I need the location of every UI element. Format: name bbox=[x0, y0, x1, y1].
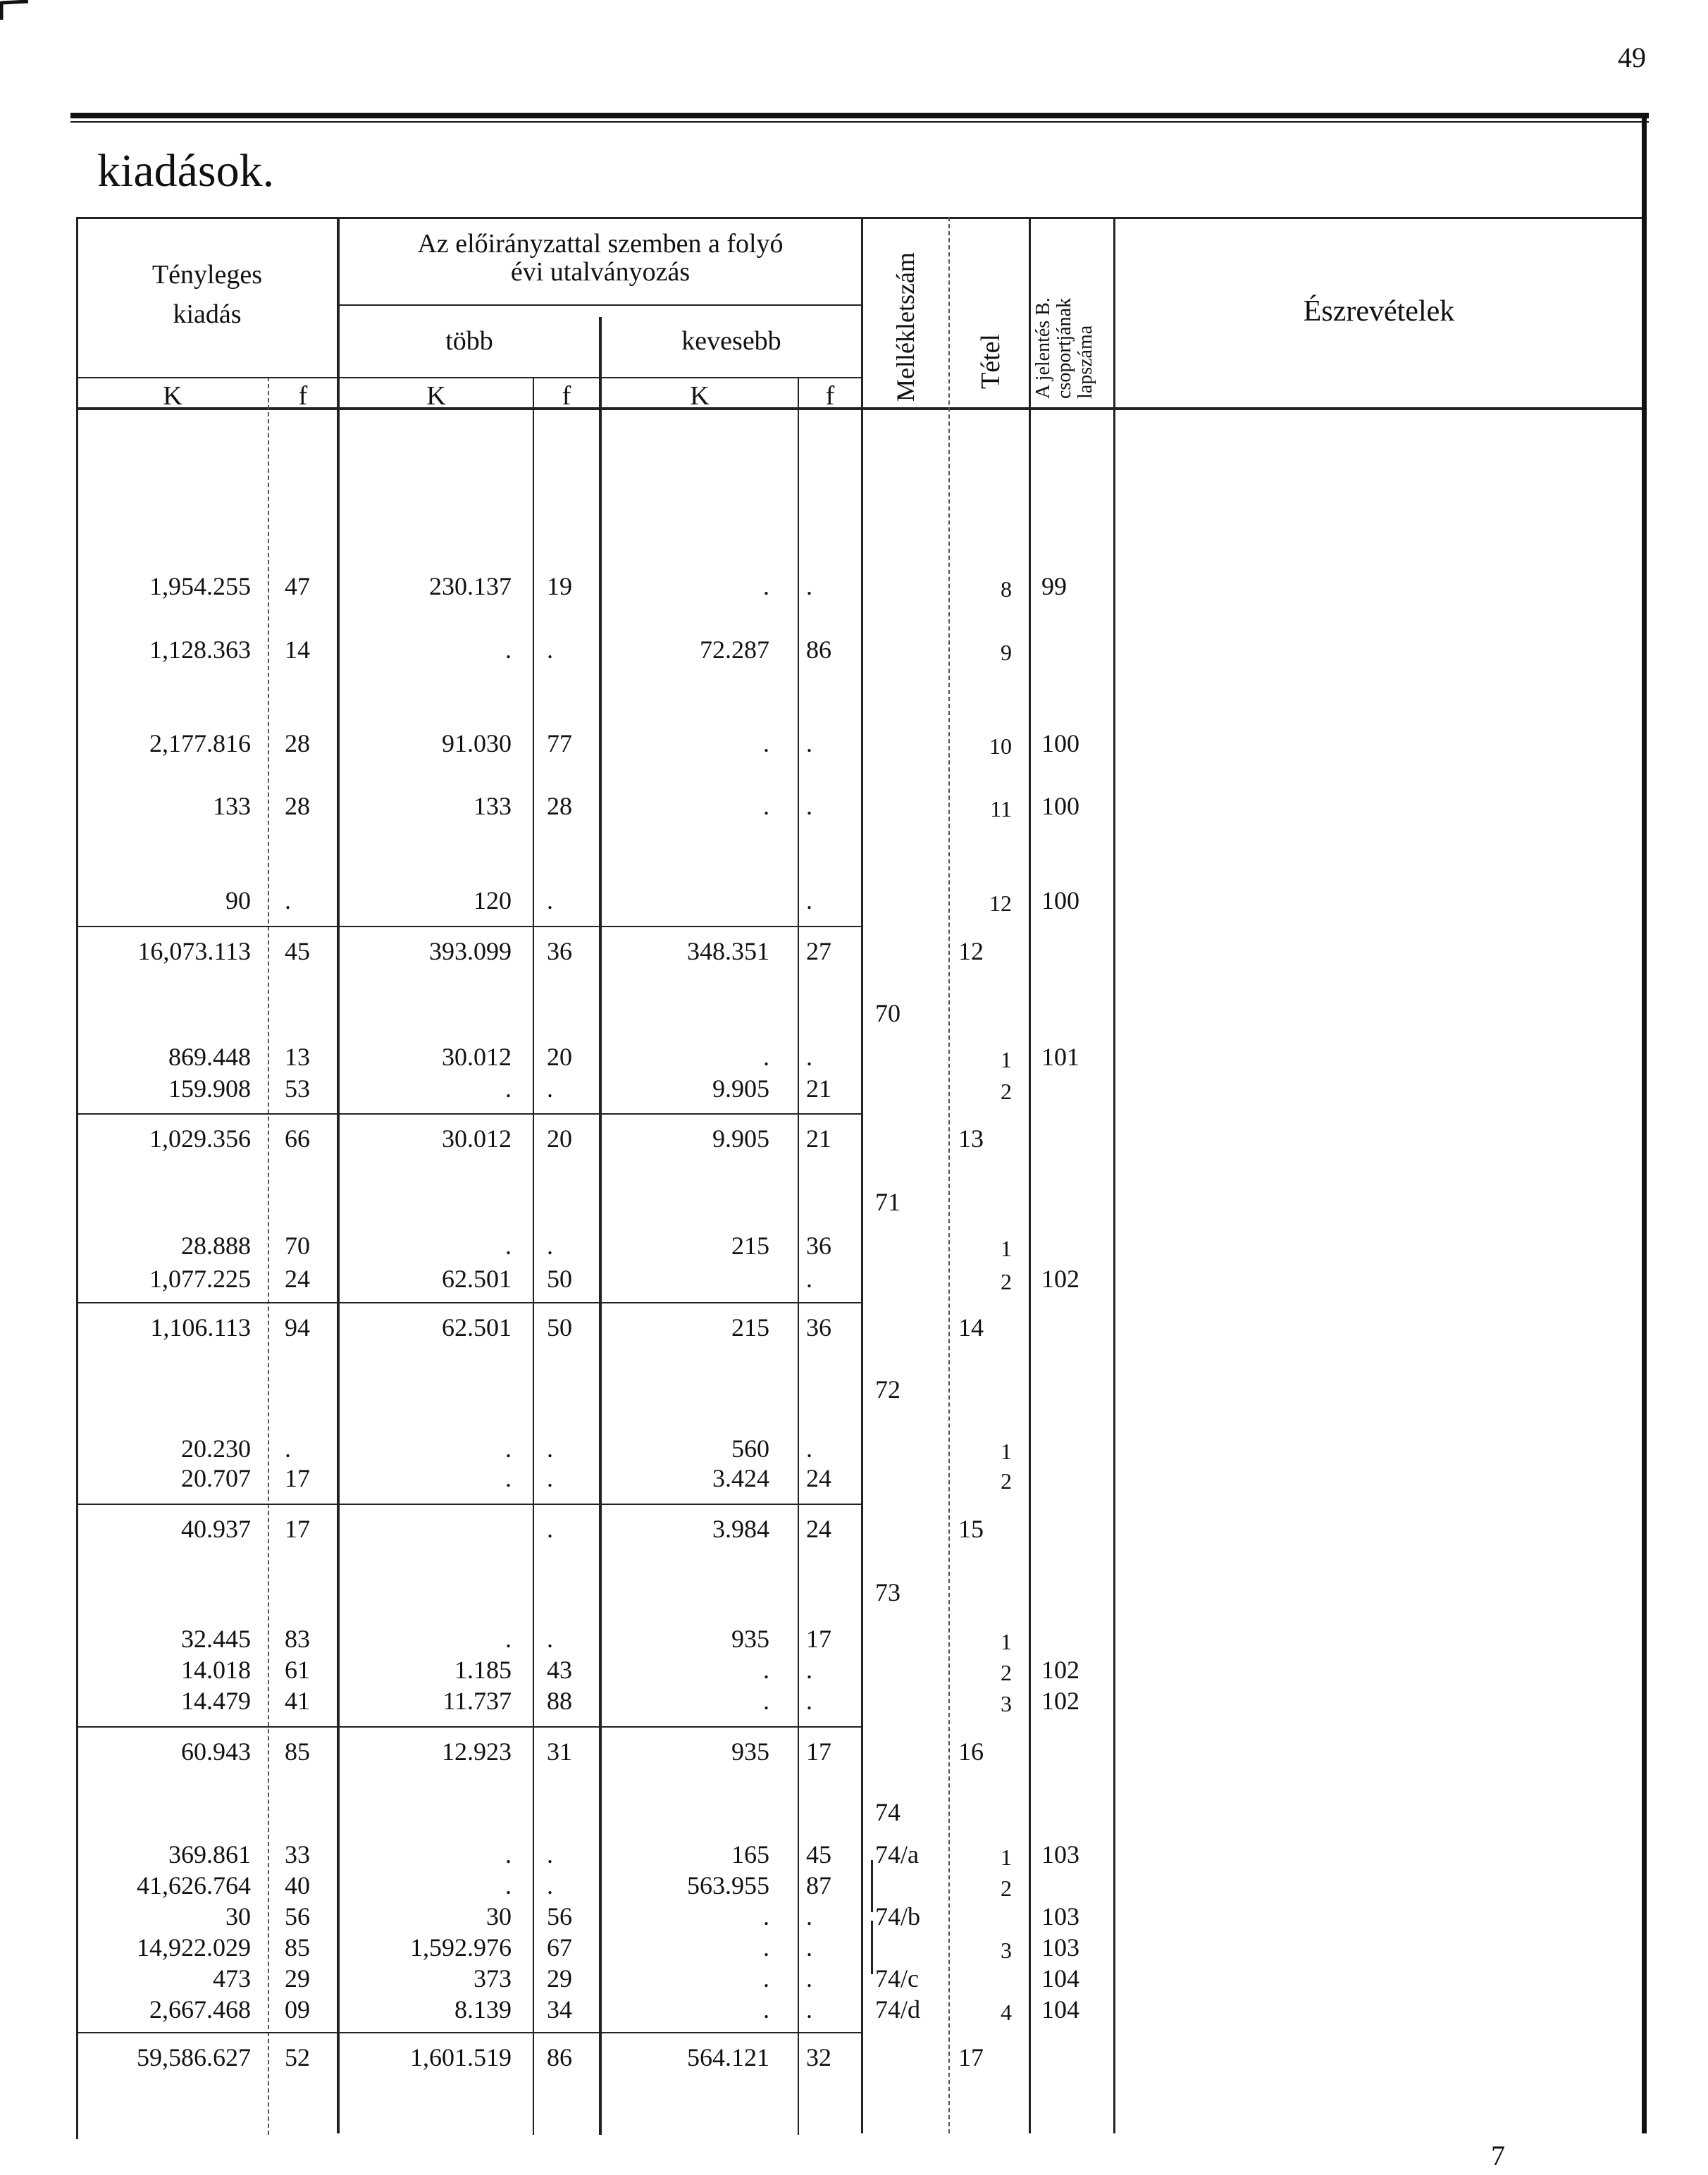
less-K: 72.287 bbox=[700, 636, 769, 664]
less-K: . bbox=[763, 1043, 769, 1071]
less-K: 560 bbox=[731, 1434, 769, 1463]
item-number: 10 bbox=[989, 733, 1012, 759]
actual-f: 28 bbox=[285, 729, 310, 757]
less-f: . bbox=[806, 572, 812, 600]
top-rule-thin bbox=[70, 121, 1649, 123]
col-sep-less-f bbox=[798, 377, 799, 2135]
header-actual-line2: kiadás bbox=[173, 299, 242, 329]
header-top-rule bbox=[76, 217, 1642, 219]
less-f: 87 bbox=[806, 1871, 831, 1900]
more-f: 34 bbox=[547, 1995, 572, 2024]
item-total: 14 bbox=[958, 1313, 984, 1341]
less-K: 3.424 bbox=[712, 1464, 769, 1492]
sum-line bbox=[602, 926, 861, 927]
more-f: 20 bbox=[547, 1043, 572, 1071]
less-f: 24 bbox=[806, 1464, 831, 1492]
more-f: 20 bbox=[547, 1124, 572, 1153]
item-number: 2 bbox=[1001, 1468, 1012, 1494]
more-f: 56 bbox=[547, 1902, 572, 1931]
actual-f: 45 bbox=[285, 937, 310, 965]
item-number: 1 bbox=[1001, 1439, 1012, 1464]
header-report-page bbox=[1033, 297, 1096, 399]
more-f: . bbox=[547, 1434, 553, 1463]
less-f: 24 bbox=[806, 1515, 831, 1543]
col-sep-item bbox=[1029, 217, 1031, 2133]
appendix-number: 73 bbox=[875, 1578, 901, 1606]
less-f: 17 bbox=[806, 1737, 831, 1766]
col-sep-actual-f bbox=[268, 377, 269, 2135]
actual-f: 13 bbox=[285, 1043, 310, 1071]
actual-f: 33 bbox=[285, 1840, 310, 1869]
header-actual-line1: Tényleges bbox=[151, 260, 263, 290]
col-sep-more-f bbox=[533, 377, 534, 2135]
actual-K: 14.479 bbox=[181, 1687, 251, 1715]
less-K: 564.121 bbox=[687, 2043, 769, 2071]
actual-f: 85 bbox=[285, 1933, 310, 1962]
more-f: . bbox=[547, 886, 553, 915]
appendix-number: 74/c bbox=[875, 1964, 919, 1993]
less-f: 21 bbox=[806, 1074, 831, 1103]
sum-line bbox=[78, 1113, 338, 1115]
more-f: 77 bbox=[547, 729, 572, 757]
actual-K: 28.888 bbox=[181, 1232, 251, 1260]
less-K: 215 bbox=[731, 1313, 769, 1341]
report-page: 103 bbox=[1041, 1902, 1079, 1931]
actual-K: 60.943 bbox=[181, 1737, 251, 1766]
more-K: 62.501 bbox=[442, 1265, 512, 1293]
item-total: 12 bbox=[958, 937, 984, 965]
item-number: 3 bbox=[1001, 1691, 1012, 1716]
sum-line bbox=[340, 1302, 599, 1303]
header-more-K: K bbox=[426, 381, 446, 411]
actual-f: 17 bbox=[285, 1515, 310, 1543]
actual-f: 83 bbox=[285, 1625, 310, 1653]
appendix-number: 71 bbox=[875, 1188, 901, 1216]
sum-line bbox=[340, 926, 599, 927]
item-number: 1 bbox=[1001, 1236, 1012, 1261]
header-actual bbox=[78, 259, 337, 330]
more-f: 86 bbox=[547, 2043, 572, 2071]
less-K: . bbox=[763, 1933, 769, 1962]
report-page: 104 bbox=[1041, 1995, 1079, 2024]
item-number: 12 bbox=[989, 891, 1012, 916]
report-page: 103 bbox=[1041, 1840, 1079, 1869]
appendix-number: 72 bbox=[875, 1375, 901, 1403]
less-K: . bbox=[763, 1687, 769, 1715]
appendix-number: 74 bbox=[875, 1798, 901, 1826]
actual-K: 41,626.764 bbox=[137, 1871, 251, 1900]
more-K: . bbox=[505, 1871, 512, 1900]
actual-f: 09 bbox=[285, 1995, 310, 2024]
more-K: . bbox=[505, 1840, 512, 1869]
actual-K: 32.445 bbox=[181, 1625, 251, 1653]
less-f: 17 bbox=[806, 1625, 831, 1653]
report-page: 101 bbox=[1041, 1043, 1079, 1071]
actual-f: 56 bbox=[285, 1902, 310, 1931]
less-K: 563.955 bbox=[687, 1871, 769, 1900]
actual-f: 52 bbox=[285, 2043, 310, 2071]
item-number: 8 bbox=[1001, 576, 1012, 602]
sum-line bbox=[602, 1113, 861, 1115]
report-page: 102 bbox=[1041, 1656, 1079, 1684]
item-total: 13 bbox=[958, 1124, 984, 1153]
actual-K: 20.707 bbox=[181, 1464, 251, 1492]
more-K: 373 bbox=[474, 1964, 512, 1993]
item-number: 4 bbox=[1001, 2000, 1012, 2025]
more-K: 30 bbox=[486, 1902, 512, 1931]
header-compare bbox=[340, 230, 861, 286]
less-f: . bbox=[806, 1687, 812, 1715]
more-f: 50 bbox=[547, 1313, 572, 1341]
more-K: . bbox=[505, 636, 512, 664]
actual-f: 17 bbox=[285, 1464, 310, 1492]
page-number: 49 bbox=[1618, 42, 1646, 73]
less-f: . bbox=[806, 1902, 812, 1931]
item-total: 17 bbox=[958, 2043, 984, 2071]
actual-K: 1,077.225 bbox=[149, 1265, 251, 1293]
actual-K: 40.937 bbox=[181, 1515, 251, 1543]
actual-K: 159.908 bbox=[168, 1074, 251, 1103]
header-compare-line1: Az előirányzattal szemben a folyó bbox=[417, 229, 784, 259]
header-actual-K: K bbox=[163, 381, 182, 411]
less-K: 935 bbox=[731, 1625, 769, 1653]
actual-K: 2,667.468 bbox=[149, 1995, 251, 2024]
less-f: . bbox=[806, 1434, 812, 1463]
actual-K: 14.018 bbox=[181, 1656, 251, 1684]
more-K: 8.139 bbox=[454, 1995, 512, 2024]
actual-K: 133 bbox=[213, 792, 251, 820]
more-f: 28 bbox=[547, 792, 572, 820]
more-f: 43 bbox=[547, 1656, 572, 1684]
more-f: . bbox=[547, 636, 553, 664]
less-K: . bbox=[763, 1902, 769, 1931]
item-number: 2 bbox=[1001, 1876, 1012, 1901]
report-page: 100 bbox=[1041, 729, 1079, 757]
more-K: 30.012 bbox=[442, 1124, 512, 1153]
more-K: . bbox=[505, 1625, 512, 1653]
actual-K: 14,922.029 bbox=[137, 1933, 251, 1962]
item-number: 1 bbox=[1001, 1047, 1012, 1072]
actual-f: 70 bbox=[285, 1232, 310, 1260]
less-K: . bbox=[763, 1995, 769, 2024]
less-f: 36 bbox=[806, 1313, 831, 1341]
sum-line bbox=[602, 1504, 861, 1505]
appendix-number: 74/a bbox=[875, 1840, 919, 1869]
sum-line bbox=[78, 2032, 338, 2033]
actual-f: 24 bbox=[285, 1265, 310, 1293]
more-K: 133 bbox=[474, 792, 512, 820]
actual-f: 14 bbox=[285, 636, 310, 664]
more-K: 230.137 bbox=[429, 572, 512, 600]
report-page: 99 bbox=[1041, 572, 1067, 600]
appendix-number: 74/b bbox=[875, 1902, 921, 1931]
actual-f: 28 bbox=[285, 792, 310, 820]
less-f: . bbox=[806, 1964, 812, 1993]
sum-line bbox=[340, 1726, 599, 1728]
appendix-brace bbox=[871, 1860, 873, 1912]
more-K: . bbox=[505, 1074, 512, 1103]
less-K: 3.984 bbox=[712, 1515, 769, 1543]
less-K: . bbox=[763, 1656, 769, 1684]
header-less: kevesebb bbox=[681, 326, 781, 356]
more-K: 11.737 bbox=[443, 1687, 512, 1715]
more-f: . bbox=[547, 1232, 553, 1260]
actual-K: 1,128.363 bbox=[149, 636, 251, 664]
more-K: 120 bbox=[474, 886, 512, 915]
less-K: 165 bbox=[731, 1840, 769, 1869]
less-K: 348.351 bbox=[687, 937, 769, 965]
header-actual-f: f bbox=[298, 381, 308, 411]
item-number: 2 bbox=[1001, 1079, 1012, 1104]
more-f: . bbox=[547, 1515, 553, 1543]
more-K: 12.923 bbox=[442, 1737, 512, 1766]
more-f: 88 bbox=[547, 1687, 572, 1715]
item-total: 16 bbox=[958, 1737, 984, 1766]
less-K: 935 bbox=[731, 1737, 769, 1766]
more-f: . bbox=[547, 1871, 553, 1900]
actual-f: 61 bbox=[285, 1656, 310, 1684]
more-K: 62.501 bbox=[442, 1313, 512, 1341]
less-f: . bbox=[806, 1265, 812, 1293]
report-page: 100 bbox=[1041, 792, 1079, 820]
compare-rule bbox=[340, 304, 861, 306]
item-total: 15 bbox=[958, 1515, 984, 1543]
actual-K: 30 bbox=[225, 1902, 251, 1931]
less-f: 21 bbox=[806, 1124, 831, 1153]
item-number: 1 bbox=[1001, 1845, 1012, 1870]
item-number: 2 bbox=[1001, 1660, 1012, 1685]
header-more: több bbox=[445, 326, 493, 356]
actual-K: 1,954.255 bbox=[149, 572, 251, 600]
less-f: 45 bbox=[806, 1840, 831, 1869]
less-f: . bbox=[806, 1995, 812, 2024]
more-f: 29 bbox=[547, 1964, 572, 1993]
sum-line bbox=[602, 2032, 861, 2033]
more-f: . bbox=[547, 1074, 553, 1103]
more-f: . bbox=[547, 1625, 553, 1653]
more-f: 19 bbox=[547, 572, 572, 600]
actual-f: 85 bbox=[285, 1737, 310, 1766]
header-report-line3: lapszáma bbox=[1075, 325, 1096, 399]
actual-K: 1,029.356 bbox=[149, 1124, 251, 1153]
header-report-line2: csoportjának bbox=[1053, 297, 1075, 399]
corner-mark-shape bbox=[0, 0, 49, 21]
actual-K: 869.448 bbox=[168, 1043, 251, 1071]
page-title: kiadások. bbox=[97, 145, 275, 197]
less-K: 9.905 bbox=[712, 1074, 769, 1103]
actual-K: 16,073.113 bbox=[137, 937, 251, 965]
report-page: 100 bbox=[1041, 886, 1079, 915]
more-K: . bbox=[505, 1232, 512, 1260]
actual-f: 94 bbox=[285, 1313, 310, 1341]
header-compare-line2: évi utalványozás bbox=[510, 257, 691, 287]
report-page: 102 bbox=[1041, 1687, 1079, 1715]
appendix-number: 70 bbox=[875, 999, 901, 1027]
more-K: 393.099 bbox=[429, 937, 512, 965]
actual-K: 90 bbox=[225, 886, 251, 915]
less-K: . bbox=[763, 572, 769, 600]
actual-K: 59,586.627 bbox=[137, 2043, 251, 2071]
more-f: 36 bbox=[547, 937, 572, 965]
item-number: 3 bbox=[1001, 1938, 1012, 1963]
actual-f: 41 bbox=[285, 1687, 310, 1715]
more-K: 1,592.976 bbox=[410, 1933, 512, 1962]
sum-line bbox=[602, 1726, 861, 1728]
more-K: 1,601.519 bbox=[410, 2043, 512, 2071]
less-f: . bbox=[806, 1656, 812, 1684]
more-K: . bbox=[505, 1434, 512, 1463]
more-f: . bbox=[547, 1840, 553, 1869]
more-K: 91.030 bbox=[442, 729, 512, 757]
actual-K: 369.861 bbox=[168, 1840, 251, 1869]
actual-f: 40 bbox=[285, 1871, 310, 1900]
report-page: 103 bbox=[1041, 1933, 1079, 1962]
sum-line bbox=[78, 1302, 338, 1303]
less-f: . bbox=[806, 792, 812, 820]
col-sep-appendix bbox=[861, 217, 863, 2133]
actual-K: 473 bbox=[213, 1964, 251, 1993]
more-K: . bbox=[505, 1464, 512, 1492]
actual-f: . bbox=[285, 886, 291, 915]
header-appendix: Mellékletszám bbox=[891, 252, 920, 402]
col-sep-remarks bbox=[1113, 217, 1115, 2133]
more-f: 50 bbox=[547, 1265, 572, 1293]
less-f: 32 bbox=[806, 2043, 831, 2071]
header-remarks: Észrevételek bbox=[1303, 295, 1455, 328]
less-K: . bbox=[763, 792, 769, 820]
less-K: 215 bbox=[731, 1232, 769, 1260]
header-more-f: f bbox=[562, 381, 571, 411]
actual-f: 29 bbox=[285, 1964, 310, 1993]
right-border bbox=[1642, 118, 1647, 2133]
header-item: Tétel bbox=[976, 333, 1005, 389]
actual-f: 53 bbox=[285, 1074, 310, 1103]
actual-K: 1,106.113 bbox=[150, 1313, 251, 1341]
actual-f: 47 bbox=[285, 572, 310, 600]
sum-line bbox=[78, 1726, 338, 1728]
top-rule bbox=[70, 113, 1649, 118]
less-f: . bbox=[806, 886, 812, 915]
item-number: 11 bbox=[990, 796, 1012, 822]
footer-mark: 7 bbox=[1491, 2140, 1505, 2171]
sum-line bbox=[340, 1504, 599, 1505]
more-f: 31 bbox=[547, 1737, 572, 1766]
corner-mark bbox=[0, 0, 49, 21]
more-f: 67 bbox=[547, 1933, 572, 1962]
less-K: 9.905 bbox=[712, 1124, 769, 1153]
less-f: . bbox=[806, 1043, 812, 1071]
less-f: 27 bbox=[806, 937, 831, 965]
sum-line bbox=[78, 926, 338, 927]
actual-K: 20.230 bbox=[181, 1434, 251, 1463]
header-report-line1: A jelentés B. bbox=[1032, 297, 1054, 399]
sum-line bbox=[340, 1113, 599, 1115]
actual-f: . bbox=[285, 1434, 291, 1463]
less-f: . bbox=[806, 729, 812, 757]
more-f: . bbox=[547, 1464, 553, 1492]
more-K: 1.185 bbox=[454, 1656, 512, 1684]
report-page: 102 bbox=[1041, 1265, 1079, 1293]
actual-K: 2,177.816 bbox=[149, 729, 251, 757]
more-K: 30.012 bbox=[442, 1043, 512, 1071]
less-f: 86 bbox=[806, 636, 831, 664]
header-less-f: f bbox=[825, 381, 835, 411]
report-page: 104 bbox=[1041, 1964, 1079, 1993]
less-f: . bbox=[806, 1933, 812, 1962]
item-number: 2 bbox=[1001, 1269, 1012, 1294]
item-number: 1 bbox=[1001, 1629, 1012, 1654]
actual-f: 66 bbox=[285, 1124, 310, 1153]
sum-line bbox=[78, 1504, 338, 1505]
less-K: . bbox=[763, 729, 769, 757]
appendix-number: 74/d bbox=[875, 1995, 921, 2024]
item-number: 9 bbox=[1001, 640, 1012, 665]
less-f: 36 bbox=[806, 1232, 831, 1260]
header-less-K: K bbox=[690, 381, 710, 411]
sum-line bbox=[602, 1302, 861, 1303]
kf-rule bbox=[78, 377, 861, 378]
less-K: . bbox=[763, 1964, 769, 1993]
sum-line bbox=[340, 2032, 599, 2033]
appendix-brace bbox=[871, 1921, 873, 1974]
